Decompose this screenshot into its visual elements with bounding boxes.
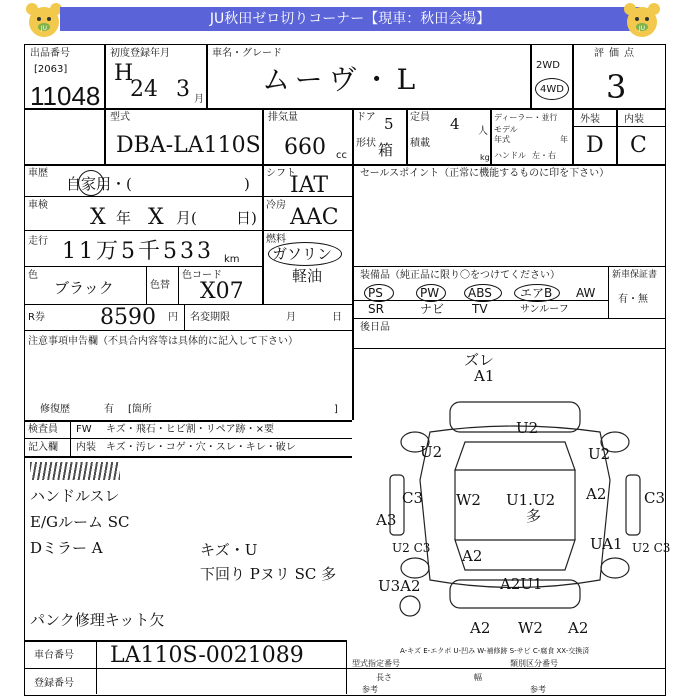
model-year-label2: 年式 (494, 135, 510, 144)
diagram-mark: A1 (474, 367, 495, 385)
diagram-mark: U1.U2 (506, 491, 556, 509)
notes-label: 注意事項申告欄（不具合内容等は具体的に記入して下さい） (28, 336, 298, 347)
fuel-diesel: 軽油 (292, 267, 323, 285)
shape-value: 箱 (378, 141, 394, 159)
note-line: Dミラー A (30, 539, 103, 557)
shift-label: シフト (266, 168, 296, 179)
doors-label: ドア (356, 112, 376, 123)
divider (262, 108, 264, 164)
bear-mascot-icon (622, 2, 662, 38)
displacement-unit: cc (336, 150, 347, 161)
diagram-mark: U3A2 (378, 577, 421, 595)
equipment-aw: AW (576, 286, 596, 300)
divider (572, 126, 666, 127)
chassis-value: LA110S-0021089 (110, 643, 304, 668)
capacity-unit: 人 (478, 126, 488, 137)
equipment-sunroof: サンルーフ (520, 304, 569, 315)
int-label: 内装 (624, 114, 644, 125)
int-value: C (630, 133, 647, 158)
first-reg-month: 3 (176, 77, 190, 102)
divider (70, 420, 71, 456)
note-line: キズ・U (200, 541, 258, 559)
diagram-mark: ズレ (464, 351, 495, 369)
dealer-label: ディーラー・並行 (494, 113, 558, 122)
divider (616, 108, 618, 164)
mileage-label: 走行 (28, 236, 48, 247)
name-change-day: 日 (332, 312, 342, 323)
registration-label: 登録番号 (34, 678, 74, 689)
divider (24, 456, 352, 458)
diagram-mark: A2 (586, 485, 607, 503)
divider (184, 304, 185, 330)
name-label: 車名・グレード (212, 48, 282, 59)
diagram-mark: C3 (644, 489, 666, 507)
divider (24, 266, 262, 267)
chassis-label: 車台番号 (34, 650, 74, 661)
warranty-label: 新車保証書 (612, 270, 658, 280)
fw-label: FW (76, 424, 92, 435)
inspection-year-mark: X (90, 205, 106, 230)
equipment-ps: PS (368, 286, 383, 300)
note-line: ハンドルスレ (30, 487, 120, 505)
repair-bracket-open: [箇所 (128, 404, 152, 415)
divider (572, 44, 574, 164)
warranty-value: 有・無 (618, 294, 648, 305)
equipment-sr: SR (368, 302, 384, 316)
first-reg-label: 初度登録年月 (110, 48, 170, 59)
repair-bracket-close: ] (334, 404, 338, 415)
divider (352, 318, 666, 319)
equipment-circle (464, 284, 502, 302)
width-label: 幅 (474, 673, 482, 682)
equipment-circle (364, 284, 394, 302)
int-label2: 内装 (76, 442, 96, 453)
name-change-label: 名変期限 (190, 312, 230, 323)
delivery-label: 後日品 (360, 322, 390, 333)
divider (178, 266, 179, 304)
color-code-label: 色コード (182, 270, 222, 281)
lot-number: 11048 (30, 81, 101, 111)
scribble (30, 462, 120, 480)
ref-label: 参考 (530, 685, 546, 694)
car-name: ムーヴ・L (262, 63, 422, 96)
divider (490, 108, 492, 164)
handle-label: ハンドル (494, 151, 526, 160)
grade-value: 3 (606, 68, 627, 106)
lot-sub: [2063] (34, 64, 68, 75)
usage-circle (78, 170, 104, 196)
usage-label: 車歴 (28, 168, 48, 179)
shape-label: 形状 (356, 138, 376, 149)
drive-4wd: 4WD (540, 84, 564, 95)
usage-close: ) (244, 175, 250, 193)
displacement-value: 660 (284, 135, 326, 160)
entry-label: 記入欄 (28, 442, 58, 453)
inspection-year: 年 (116, 209, 132, 227)
color-label: 色 (28, 270, 38, 281)
equipment-tv: TV (472, 302, 488, 316)
mileage-unit: km (224, 254, 240, 265)
svg-text:JU: JU (638, 25, 646, 32)
divider (352, 266, 666, 267)
svg-text:JU: JU (40, 25, 48, 32)
diagram-mark: U2 C3 (392, 541, 431, 555)
divider (206, 44, 208, 108)
capacity-value: 4 (450, 115, 460, 133)
equipment-pw: PW (420, 286, 440, 300)
fuel-circle (268, 242, 342, 266)
inspection-month-mark: X (148, 205, 164, 230)
displacement-label: 排気量 (268, 112, 298, 123)
color-change-label: 色替 (150, 280, 170, 291)
diagram-mark: C3 (402, 489, 424, 507)
model-label: 型式 (110, 112, 130, 123)
divider (24, 230, 352, 231)
divider (96, 640, 97, 694)
diagram-mark: A2 (568, 619, 589, 637)
divider (352, 164, 354, 420)
fuel-label: 燃料 (266, 234, 286, 245)
load-label: 積載 (410, 138, 430, 149)
divider (24, 668, 666, 669)
diagram-mark: U2 C3 (632, 541, 671, 555)
divider (24, 330, 352, 331)
first-reg-era: H (114, 61, 134, 86)
mileage-value: 11万5千533 (62, 239, 214, 264)
repair-value: 有 (104, 404, 114, 415)
equipment-circle (514, 284, 560, 302)
type-class-label: 類別区分番号 (510, 659, 558, 668)
drive-2wd: 2WD (536, 60, 560, 71)
handle-value: 左・右 (532, 151, 556, 160)
drive-circle (535, 78, 569, 100)
diagram-mark: A2 (470, 619, 491, 637)
note-line: パンク修理キット欠 (30, 611, 165, 629)
lot-label: 出品番号 (30, 48, 70, 59)
divider (352, 108, 354, 164)
repair-label: 修復歴 (40, 404, 70, 415)
usage-value: 自家用・( (66, 175, 132, 193)
inspection-label: 車検 (28, 200, 48, 211)
equipment-label: 装備品（純正品に限り〇をつけてください） (360, 270, 560, 281)
color-value: ブラック (54, 279, 114, 297)
diagram-mark: U2 (588, 445, 611, 463)
divider (104, 44, 106, 164)
aircon-value: AAC (290, 205, 339, 230)
load-unit: kg (480, 153, 490, 162)
divider (24, 304, 352, 305)
diagram-mark: U2 (420, 443, 443, 461)
diagram-mark: W2 (456, 491, 481, 509)
divider (262, 164, 264, 304)
divider (406, 108, 408, 164)
diagram-mark: A3 (376, 511, 397, 529)
type-spec-label: 型式指定番号 (352, 659, 400, 668)
divider (346, 640, 347, 694)
sales-point-label: セールスポイント（正常に機能するものに印を下さい） (360, 168, 610, 179)
divider (146, 266, 147, 304)
fuel-gas: ガソリン (272, 245, 333, 263)
model-value: DBA-LA110S (116, 133, 261, 158)
diagram-mark: A2 (462, 547, 483, 565)
recycle-unit: 円 (168, 312, 178, 323)
int-items: キズ・汚レ・コゲ・穴・スレ・キレ・破レ (106, 442, 296, 453)
shift-value: IAT (290, 173, 329, 198)
recycle-label: R券 (28, 312, 45, 323)
check-label: 検査員 (28, 424, 58, 435)
damage-legend: A-キズ E-エクボ U-凹み W-補修跡 S-サビ C-腐食 XX-交換済 (400, 647, 590, 655)
model-year-unit: 年 (560, 135, 568, 144)
fw-items: キズ・飛石・ヒビ割・リペア跡・×要 (106, 424, 274, 435)
grade-label: 評価点 (594, 48, 639, 59)
month-unit: 月 (194, 94, 204, 105)
note-line: 下回り Pヌリ SC 多 (200, 565, 337, 583)
divider (24, 438, 352, 439)
inspection-day: 日) (236, 209, 257, 227)
equipment-airbag: エアB (520, 286, 553, 300)
equipment-abs: ABS (468, 286, 492, 300)
diagram-mark: 多 (526, 507, 542, 525)
ext-value: D (586, 133, 604, 158)
recycle-value: 8590 (100, 305, 156, 330)
header-title: JU秋田ゼロ切りコーナー【現車：秋田会場】 (60, 7, 640, 31)
diagram-mark: UA1 (590, 535, 623, 553)
doors-value: 5 (384, 115, 394, 133)
note-line: E/Gルーム SC (30, 513, 130, 531)
divider (24, 164, 666, 166)
divider (608, 266, 609, 318)
capacity-label: 定員 (410, 112, 430, 123)
equipment-circle (416, 284, 446, 302)
bear-mascot-icon (24, 2, 64, 38)
length-label: 長さ (376, 673, 392, 682)
divider (24, 420, 352, 422)
model-year-label: モデル (494, 125, 518, 134)
divider (352, 348, 666, 349)
name-change-month: 月 (286, 312, 296, 323)
diagram-mark: A2U1 (500, 575, 543, 593)
aircon-label: 冷房 (266, 200, 286, 211)
ref-label: 参考 (362, 685, 378, 694)
color-code-value: X07 (200, 279, 244, 304)
divider (24, 108, 666, 110)
divider (530, 44, 532, 108)
equipment-navi: ナビ (420, 302, 445, 316)
inspection-month: 月( (176, 209, 197, 227)
diagram-mark: W2 (518, 619, 543, 637)
ext-label: 外装 (580, 114, 600, 125)
divider (24, 640, 346, 642)
first-reg-year: 24 (130, 77, 158, 102)
diagram-mark: U2 (516, 419, 539, 437)
